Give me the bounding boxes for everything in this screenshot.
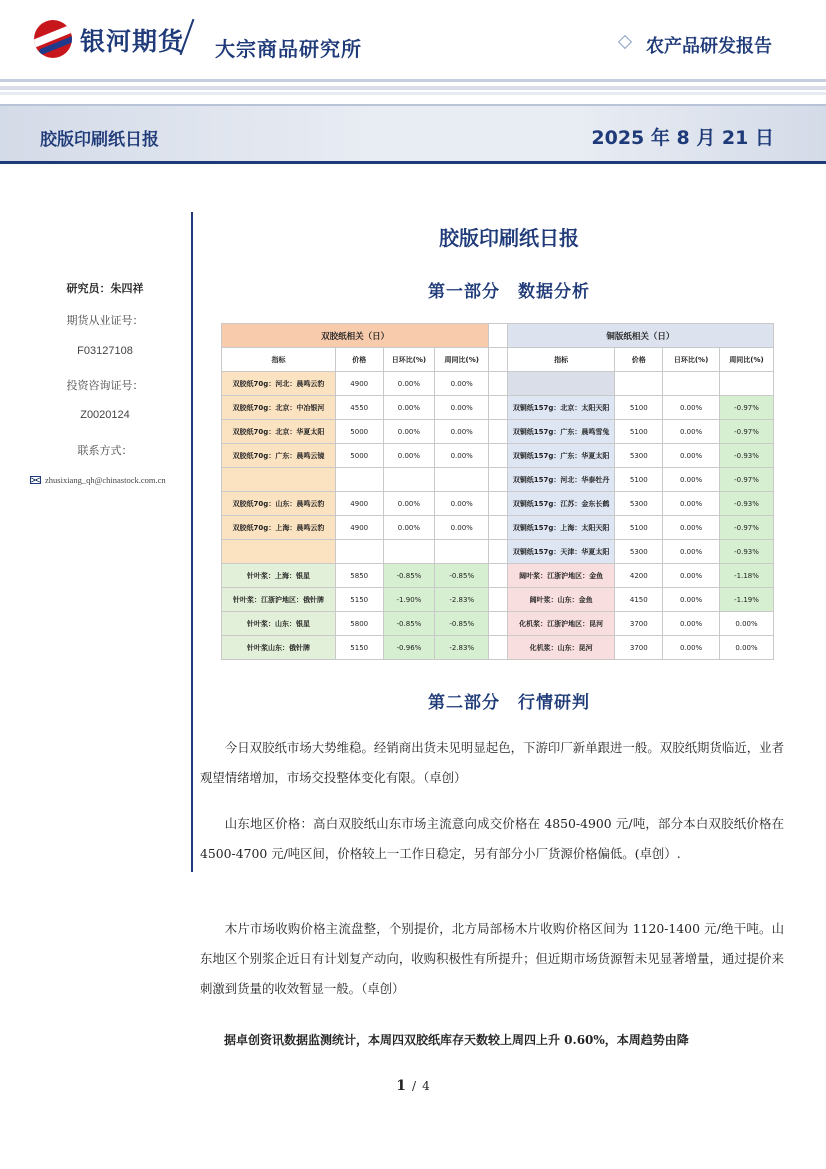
value-cell: 4150 xyxy=(615,588,663,612)
column-header: 指标 xyxy=(507,348,615,372)
galaxy-futures-logo-icon xyxy=(34,20,72,58)
document-title: 胶版印刷纸日报 xyxy=(439,226,579,250)
table-row xyxy=(222,372,774,396)
value-cell: 0.00% xyxy=(663,612,720,636)
table-header-row xyxy=(222,348,774,372)
value-cell: 0.00% xyxy=(435,420,489,444)
value-cell: -1.19% xyxy=(720,588,774,612)
value-cell xyxy=(383,468,435,492)
page-separator: / xyxy=(412,1079,417,1093)
table-spacer xyxy=(489,540,508,564)
value-cell: 0.00% xyxy=(383,492,435,516)
value-cell: -0.93% xyxy=(720,492,774,516)
table-row xyxy=(222,612,774,636)
column-header: 价格 xyxy=(335,348,383,372)
report-date: 2025 年 8 月 21 日 xyxy=(591,127,774,149)
table-spacer xyxy=(489,444,508,468)
table-group-row xyxy=(222,324,774,348)
table-spacer xyxy=(489,636,508,660)
value-cell: -0.85% xyxy=(383,564,435,588)
column-header: 指标 xyxy=(222,348,336,372)
indicator-cell: 针叶浆山东：俄针牌 xyxy=(222,636,336,660)
value-cell xyxy=(720,372,774,396)
value-cell: 4550 xyxy=(335,396,383,420)
value-cell: -0.85% xyxy=(435,612,489,636)
value-cell: 3700 xyxy=(615,636,663,660)
value-cell: 0.00% xyxy=(663,492,720,516)
value-cell: 0.00% xyxy=(383,372,435,396)
value-cell xyxy=(663,372,720,396)
value-cell: 5100 xyxy=(615,420,663,444)
indicator-cell: 双铜纸157g：广东：华夏太阳 xyxy=(507,444,615,468)
value-cell: 5100 xyxy=(615,516,663,540)
table-spacer xyxy=(489,564,508,588)
value-cell xyxy=(335,540,383,564)
value-cell xyxy=(335,468,383,492)
value-cell xyxy=(435,540,489,564)
indicator-cell: 双铜纸157g：河北：华泰牡丹 xyxy=(507,468,615,492)
value-cell: -0.93% xyxy=(720,444,774,468)
futures-cert-number: F03127108 xyxy=(77,345,133,357)
table-spacer xyxy=(489,468,508,492)
table-spacer xyxy=(489,588,508,612)
value-cell: 0.00% xyxy=(435,372,489,396)
column-header: 价格 xyxy=(615,348,663,372)
value-cell: 5000 xyxy=(335,444,383,468)
section-heading-data: 第一部分 数据分析 xyxy=(428,282,590,302)
value-cell: 5850 xyxy=(335,564,383,588)
value-cell: -0.85% xyxy=(435,564,489,588)
indicator-cell: 针叶浆：山东：银星 xyxy=(222,612,336,636)
indicator-cell: 化机浆：江浙沪地区：昆河 xyxy=(507,612,615,636)
indicator-cell xyxy=(222,468,336,492)
value-cell: 4900 xyxy=(335,516,383,540)
value-cell: 0.00% xyxy=(435,444,489,468)
analysis-paragraph: 山东地区价格：高白双胶纸山东市场主流意向成交价格在 4850-4900 元/吨，部分本白双胶纸价格在 4500-4700 元/吨区间，价格较上一工作日稳定，另有部分小厂货源价格偏低。(卓创）. xyxy=(200,816,784,861)
indicator-cell: 化机浆：山东：昆河 xyxy=(507,636,615,660)
indicator-cell: 双铜纸157g：江苏：金东长鹤 xyxy=(507,492,615,516)
indicator-cell: 双铜纸157g：上海：太阳天阳 xyxy=(507,516,615,540)
indicator-cell: 双铜纸157g：天津：华夏太阳 xyxy=(507,540,615,564)
indicator-cell: 双胶纸70g：上海：晨鸣云豹 xyxy=(222,516,336,540)
value-cell: 5800 xyxy=(335,612,383,636)
value-cell: -0.97% xyxy=(720,516,774,540)
page-header xyxy=(0,0,826,82)
column-header: 日环比(%) xyxy=(663,348,720,372)
value-cell: 0.00% xyxy=(383,420,435,444)
value-cell: 0.00% xyxy=(720,612,774,636)
value-cell: 5300 xyxy=(615,540,663,564)
indicator-cell: 双铜纸157g：北京：太阳天阳 xyxy=(507,396,615,420)
value-cell: -0.85% xyxy=(383,612,435,636)
header-rule xyxy=(0,79,826,82)
value-cell xyxy=(615,372,663,396)
value-cell xyxy=(383,540,435,564)
indicator-cell xyxy=(507,372,615,396)
indicator-cell: 双胶纸70g：山东：晨鸣云豹 xyxy=(222,492,336,516)
value-cell: -0.97% xyxy=(720,420,774,444)
band-title: 胶版印刷纸日报 xyxy=(40,130,159,150)
value-cell: 0.00% xyxy=(663,636,720,660)
consult-cert-label: 投资咨询证号： xyxy=(66,379,144,392)
contact-label: 联系方式： xyxy=(77,444,133,457)
value-cell: -2.83% xyxy=(435,636,489,660)
value-cell: 0.00% xyxy=(663,540,720,564)
indicator-cell: 阔叶浆：江浙沪地区：金鱼 xyxy=(507,564,615,588)
table-spacer xyxy=(489,420,508,444)
analysis-paragraph: 木片市场收购价格主流盘整，个别提价，北方局部杨木片收购价格区间为 1120-1400 元/绝干吨。山东地区个别浆企近日有计划复产动向，收购积极性有所提升；但近期市场货源暂未见显著增量，通过提价来刺激到货量的收效暂显一般。（卓创） xyxy=(200,921,784,996)
value-cell: 0.00% xyxy=(663,564,720,588)
title-band xyxy=(0,104,826,164)
total-pages: 4 xyxy=(422,1079,430,1093)
value-cell: 0.00% xyxy=(663,444,720,468)
value-cell: -1.18% xyxy=(720,564,774,588)
table-spacer xyxy=(489,516,508,540)
table-row xyxy=(222,564,774,588)
analysis-paragraph: 今日双胶纸市场大势维稳。经销商出货未见明显起色，下游印厂新单跟进一般。双胶纸期货临近，业者观望情绪增加，市场交投整体变化有限。（卓创） xyxy=(200,740,784,785)
value-cell: -2.83% xyxy=(435,588,489,612)
value-cell: 5100 xyxy=(615,396,663,420)
value-cell: 0.00% xyxy=(663,588,720,612)
indicator-cell xyxy=(222,540,336,564)
indicator-cell: 针叶浆：江浙沪地区：俄针牌 xyxy=(222,588,336,612)
section-heading-analysis: 第二部分 行情研判 xyxy=(428,693,590,713)
diamond-icon xyxy=(618,35,632,49)
table-spacer xyxy=(489,396,508,420)
report-type: 农产品研发报告 xyxy=(646,36,772,57)
researcher-name: 研究员：朱四祥 xyxy=(66,282,144,295)
value-cell: 4900 xyxy=(335,372,383,396)
indicator-cell: 双胶纸70g：北京：华夏太阳 xyxy=(222,420,336,444)
brand-name: 银河期货 xyxy=(80,27,185,56)
inventory-paragraph: 据卓创资讯数据监测统计，本周四双胶纸库存天数较上周四上升 0.60%，本周趋势由降 xyxy=(224,1033,689,1047)
department-name: 大宗商品研究所 xyxy=(215,37,362,61)
value-cell: -0.96% xyxy=(383,636,435,660)
value-cell: 0.00% xyxy=(663,516,720,540)
table-row xyxy=(222,420,774,444)
decorative-stripe xyxy=(0,86,826,90)
table-row xyxy=(222,588,774,612)
group-header-paper-double: 双胶纸相关（日） xyxy=(222,324,489,348)
table-spacer xyxy=(489,324,508,348)
value-cell: -0.97% xyxy=(720,396,774,420)
value-cell: 0.00% xyxy=(383,516,435,540)
column-header: 周同比(%) xyxy=(435,348,489,372)
page-number xyxy=(0,1078,826,1094)
futures-cert-label: 期货从业证号： xyxy=(66,314,144,327)
value-cell: 0.00% xyxy=(720,636,774,660)
value-cell: 5300 xyxy=(615,492,663,516)
decorative-stripe xyxy=(0,92,826,95)
value-cell: 5150 xyxy=(335,588,383,612)
indicator-cell: 针叶浆：上海：银星 xyxy=(222,564,336,588)
value-cell: 5100 xyxy=(615,468,663,492)
email-contact[interactable] xyxy=(30,475,166,485)
table-row xyxy=(222,636,774,660)
value-cell: 0.00% xyxy=(663,420,720,444)
indicator-cell: 双胶纸70g：北京：中冶银河 xyxy=(222,396,336,420)
group-header-paper-coated: 铜版纸相关（日） xyxy=(507,324,773,348)
value-cell: 4900 xyxy=(335,492,383,516)
table-spacer xyxy=(489,372,508,396)
value-cell: 5000 xyxy=(335,420,383,444)
column-header: 日环比(%) xyxy=(383,348,435,372)
value-cell: 3700 xyxy=(615,612,663,636)
consult-cert-number: Z0020124 xyxy=(80,409,130,421)
email-address[interactable]: zhusixiang_qh@chinastock.com.cn xyxy=(45,475,166,485)
table-row xyxy=(222,468,774,492)
value-cell: 5300 xyxy=(615,444,663,468)
value-cell: 0.00% xyxy=(435,396,489,420)
indicator-cell: 双胶纸70g：河北：晨鸣云豹 xyxy=(222,372,336,396)
price-table xyxy=(221,323,774,660)
value-cell: 0.00% xyxy=(383,396,435,420)
value-cell: 0.00% xyxy=(663,396,720,420)
value-cell: -1.90% xyxy=(383,588,435,612)
table-row xyxy=(222,540,774,564)
table-spacer xyxy=(489,348,508,372)
value-cell xyxy=(435,468,489,492)
value-cell: 0.00% xyxy=(383,444,435,468)
sidebar-divider xyxy=(191,212,193,872)
value-cell: -0.93% xyxy=(720,540,774,564)
indicator-cell: 双胶纸70g：广东：晨鸣云镜 xyxy=(222,444,336,468)
value-cell: 5150 xyxy=(335,636,383,660)
table-spacer xyxy=(489,492,508,516)
value-cell: 4200 xyxy=(615,564,663,588)
table-row xyxy=(222,492,774,516)
value-cell: 0.00% xyxy=(435,492,489,516)
mail-icon xyxy=(30,476,41,484)
indicator-cell: 阔叶浆：山东：金鱼 xyxy=(507,588,615,612)
table-spacer xyxy=(489,612,508,636)
column-header: 周同比(%) xyxy=(720,348,774,372)
value-cell: -0.97% xyxy=(720,468,774,492)
value-cell: 0.00% xyxy=(663,468,720,492)
table-row xyxy=(222,396,774,420)
indicator-cell: 双铜纸157g：广东：晨鸣雪兔 xyxy=(507,420,615,444)
table-row xyxy=(222,444,774,468)
current-page: 1 xyxy=(396,1078,407,1094)
value-cell: 0.00% xyxy=(435,516,489,540)
table-row xyxy=(222,516,774,540)
